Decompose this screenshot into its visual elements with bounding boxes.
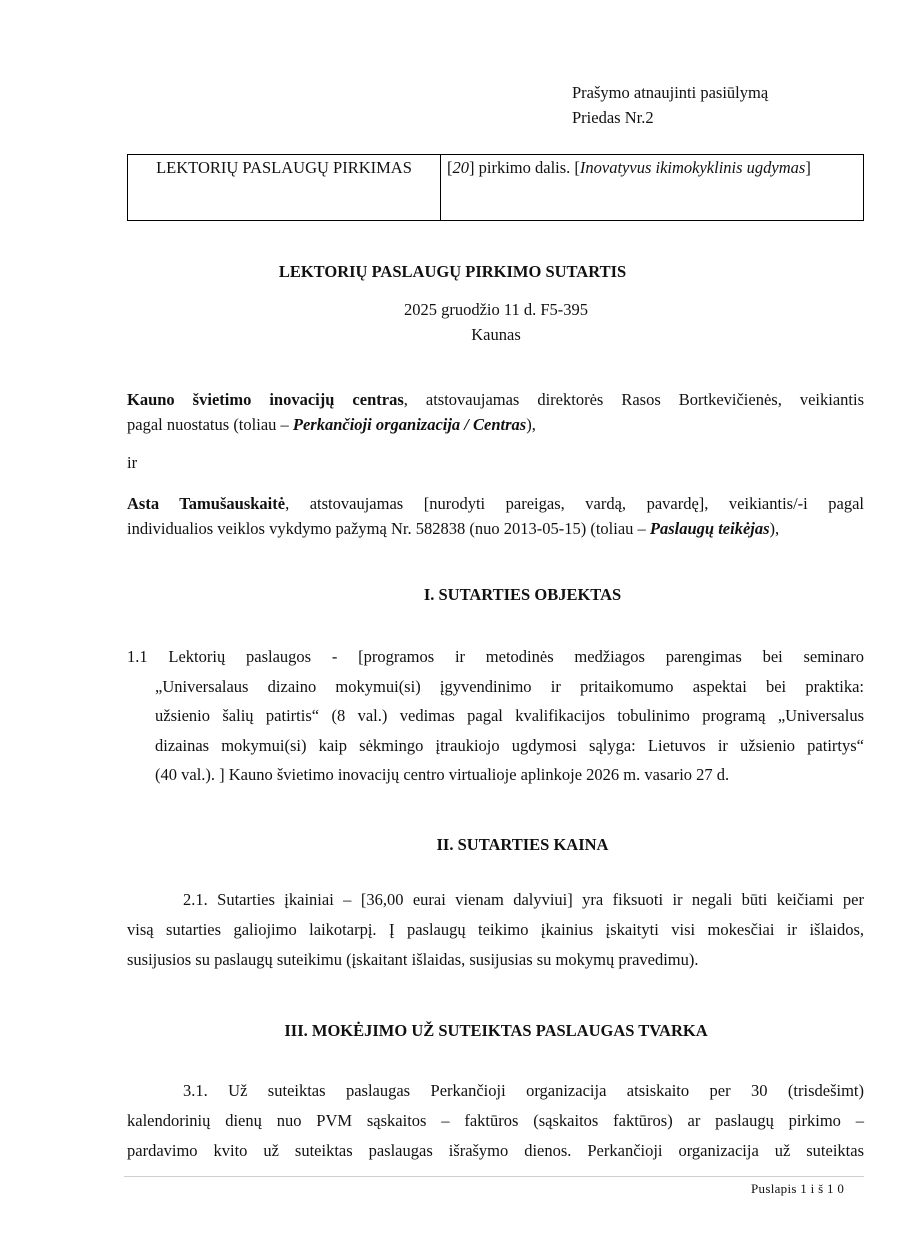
document-date-number: 2025 gruodžio 11 d. F5-395 <box>403 300 589 319</box>
clause-2-1-line: 2.1. Sutarties įkainiai – [36,00 eurai vienam dalyviui] yra fiksuoti ir negali būti keičiami per <box>183 890 864 909</box>
clause-3-1-line: pardavimo kvito už suteiktas paslaugas išrašymo dienos. Perkančioji organizacija už suteiktas <box>127 1140 864 1160</box>
party-provider-line-1: Asta Tamušauskaitė, atstovaujamas [nurodyti pareigas, vardą, pavardę], veikiantis/-i pagal <box>127 494 864 513</box>
clause-2-1-line: visą sutarties galiojimo laikotarpį. Į paslaugų teikimo įkainius įskaityti visi mokesčiai ir išlaidos, <box>127 919 864 939</box>
clause-3-1-line: kalendorinių dienų nuo PVM sąskaitos – faktūros (sąskaitos faktūros) ar paslaugų pirkimo – <box>127 1110 864 1130</box>
party-buyer-line-2: pagal nuostatus (toliau – Perkančioji organizacija / Centras), <box>127 414 536 434</box>
clause-3-1-line: 3.1. Už suteiktas paslaugas Perkančioji organizacija atsiskaito per 30 (trisdešimt) <box>183 1081 864 1100</box>
annex-line-2: Priedas Nr.2 <box>572 108 654 127</box>
clause-1-1-line: „Universalaus dizaino mokymui(si) įgyvendinimo ir pritaikomumo aspektai bei praktika: <box>155 676 864 696</box>
party-provider <box>127 492 864 541</box>
section-heading-payment: III. MOKĖJIMO UŽ SUTEIKTAS PASLAUGAS TVARKA <box>284 1021 708 1040</box>
party-buyer <box>127 388 864 437</box>
footer-divider <box>124 1176 864 1177</box>
document-place: Kaunas <box>471 325 521 344</box>
clause-1-1 <box>127 642 864 790</box>
clause-1-1-line: dizainas mokymui(si) kaip sėkmingo įtraukiojo ugdymosi sąlyga: Lietuvos ir užsienio patirtys“ <box>155 735 864 755</box>
conjunction: ir <box>127 453 138 472</box>
annex-reference <box>572 80 768 130</box>
page-number: Puslapis 1 i š 1 0 <box>751 1181 845 1196</box>
header-table <box>127 154 864 221</box>
clause-2-1-line: susijusios su paslaugų suteikimu (įskaitant išlaidas, susijusias su mokymų pravedimu). <box>127 949 699 969</box>
header-cell-lot: [20] pirkimo dalis. [Inovatyvus ikimokyklinis ugdymas] <box>441 155 864 221</box>
annex-line-1: Prašymo atnaujinti pasiūlymą <box>572 83 769 102</box>
section-heading-subject: I. SUTARTIES OBJEKTAS <box>423 585 622 604</box>
party-provider-line-2: individualios veiklos vykdymo pažymą Nr. 582838 (nuo 2013-05-15) (toliau – Paslaugų teikėjas), <box>127 518 780 538</box>
section-heading-price: II. SUTARTIES KAINA <box>436 835 609 854</box>
clause-1-1-line: 1.1 Lektorių paslaugos - [programos ir metodinės medžiagos parengimas bei seminaro <box>127 647 864 666</box>
party-buyer-line-1: Kauno švietimo inovacijų centras, atstovaujamas direktorės Rasos Bortkevičienės, veikiantis <box>127 390 864 409</box>
clause-1-1-line: (40 val.). ] Kauno švietimo inovacijų centro virtualioje aplinkoje 2026 m. vasario 27 d. <box>155 765 730 784</box>
clause-2-1 <box>127 885 864 974</box>
header-cell-procurement: LEKTORIŲ PASLAUGŲ PIRKIMAS <box>128 155 441 221</box>
clause-1-1-line: užsienio šalių patirtis“ (8 val.) vedimas pagal kvalifikacijos tobulinimo programą „Universalus <box>155 706 864 725</box>
clause-3-1 <box>127 1076 864 1165</box>
document-title: LEKTORIŲ PASLAUGŲ PIRKIMO SUTARTIS <box>278 262 627 281</box>
